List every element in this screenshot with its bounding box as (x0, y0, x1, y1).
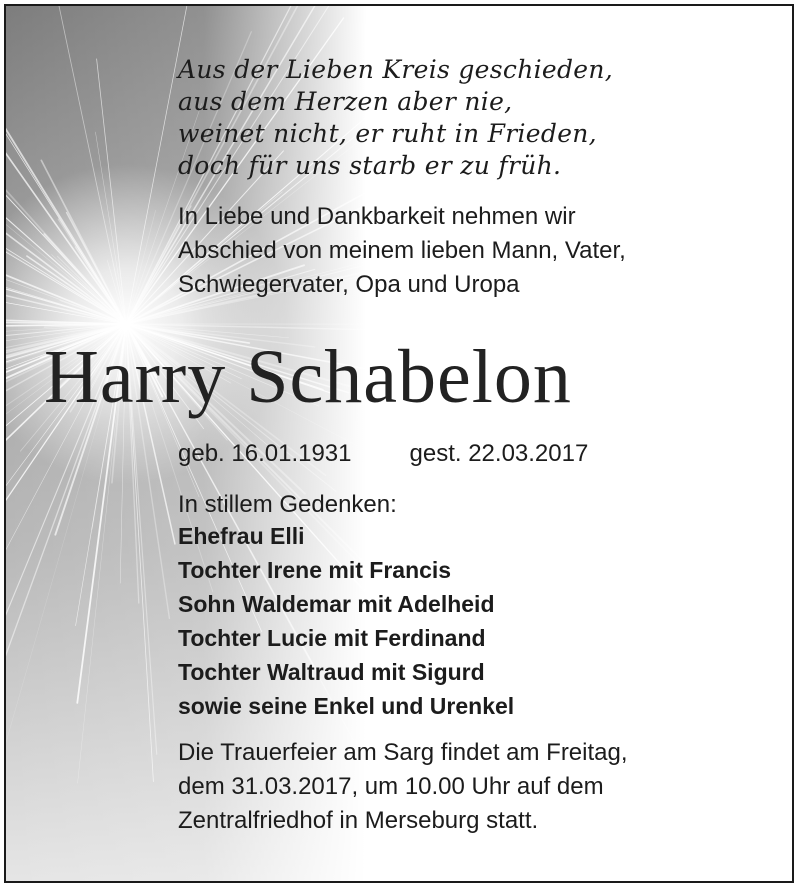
intro-line: Schwiegervater, Opa und Uropa (178, 271, 520, 298)
intro-text (178, 200, 778, 302)
mourner-entry: Sohn Waldemar mit Adelheid (178, 591, 495, 617)
birth-date: geb. 16.01.1931 (178, 440, 352, 467)
memorial-verse (178, 54, 778, 182)
mourner-entry: Tochter Waltraud mit Sigurd (178, 659, 485, 685)
intro-line: In Liebe und Dankbarkeit nehmen wir (178, 203, 576, 230)
funeral-line: Die Trauerfeier am Sarg findet am Freitag, (178, 739, 628, 766)
obituary-card (4, 4, 794, 883)
verse-line: doch für uns starb er zu früh. (178, 151, 562, 180)
deceased-name: Harry Schabelon (44, 335, 572, 419)
death-date: gest. 22.03.2017 (409, 440, 589, 467)
intro-line: Abschied von meinem lieben Mann, Vater, (178, 237, 626, 264)
verse-line: weinet nicht, er ruht in Frieden, (178, 119, 597, 148)
funeral-line: dem 31.03.2017, um 10.00 Uhr auf dem (178, 773, 604, 800)
funeral-notice (178, 736, 778, 838)
life-dates (178, 438, 778, 470)
mourner-entry: Ehefrau Elli (178, 523, 305, 549)
verse-line: Aus der Lieben Kreis geschieden, (178, 55, 614, 84)
memory-heading: In stillem Gedenken: (178, 491, 397, 518)
funeral-line: Zentralfriedhof in Merseburg statt. (178, 807, 539, 834)
mourner-entry: Tochter Lucie mit Ferdinand (178, 625, 486, 651)
mourners-list (178, 519, 778, 723)
verse-line: aus dem Herzen aber nie, (178, 87, 513, 116)
mourner-entry: Tochter Irene mit Francis (178, 557, 452, 583)
mourner-entry: sowie seine Enkel und Urenkel (178, 693, 515, 719)
